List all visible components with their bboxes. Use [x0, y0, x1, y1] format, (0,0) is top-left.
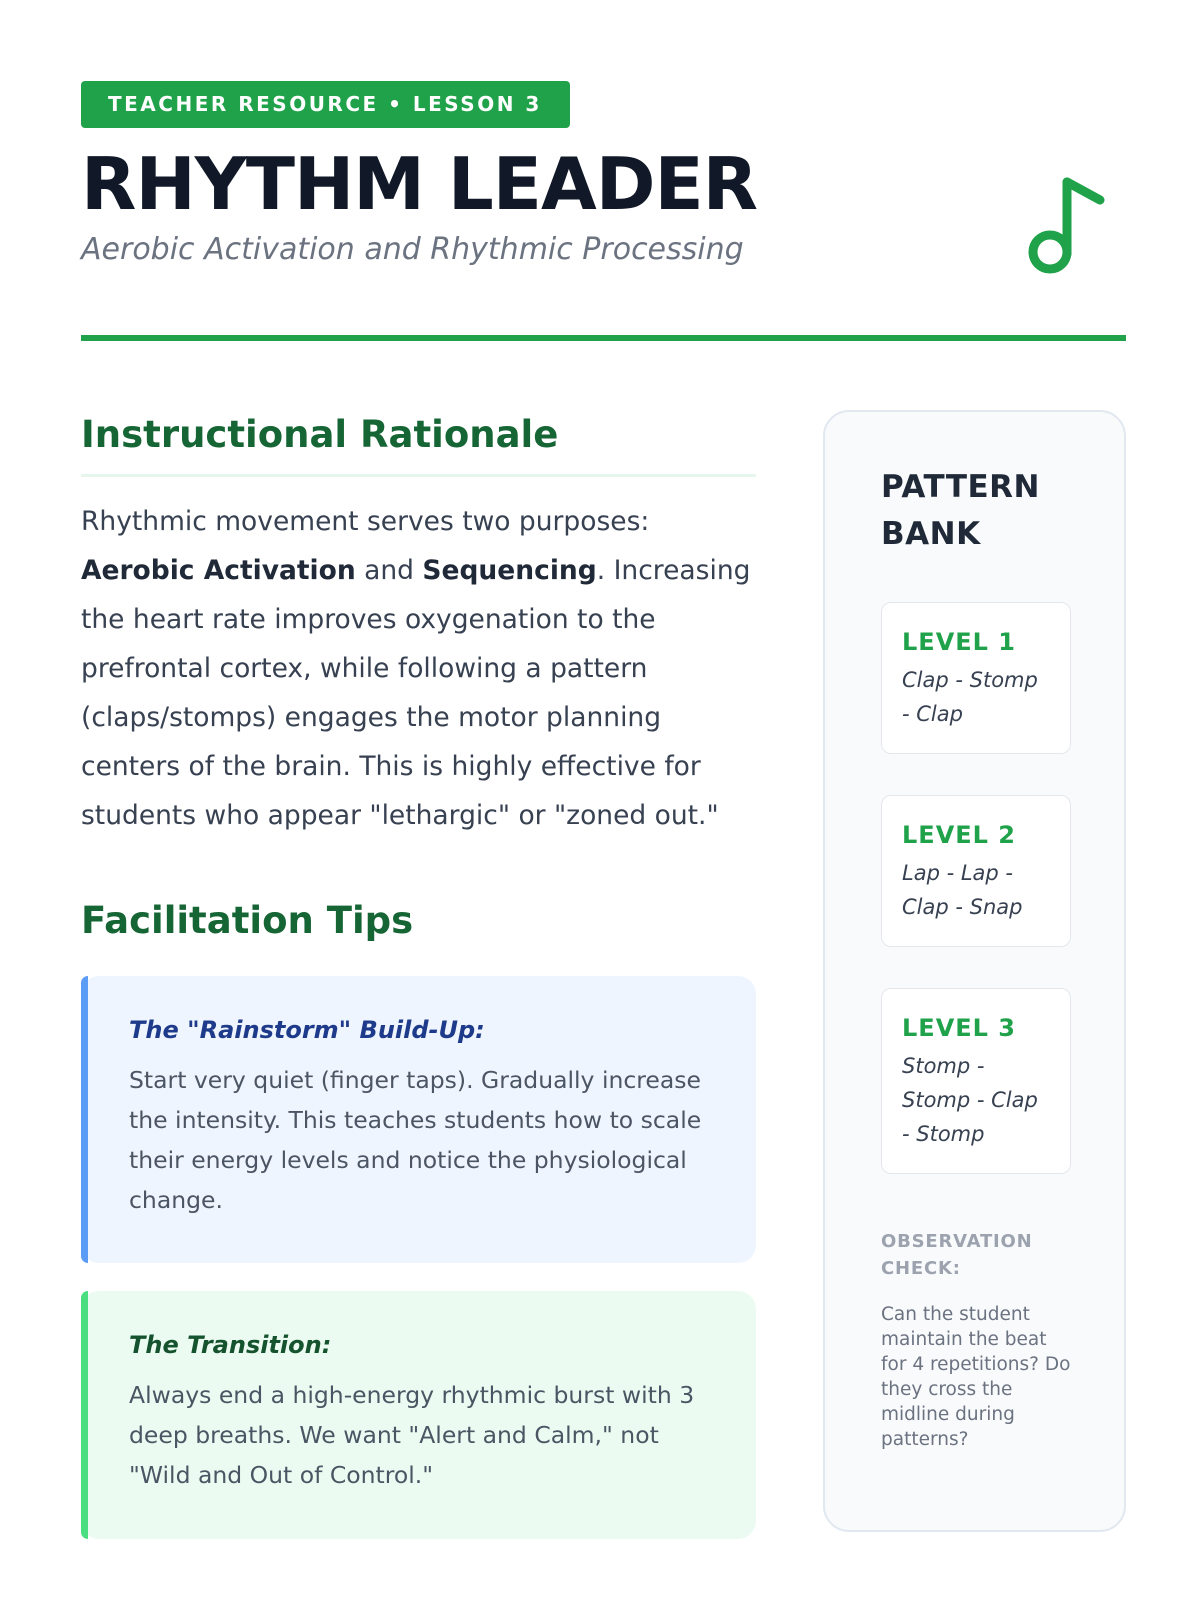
rationale-intro: Rhythmic movement serves two purposes:	[81, 506, 650, 537]
rationale-and: and	[355, 555, 423, 586]
header	[81, 81, 1126, 267]
level-label: LEVEL 1	[902, 628, 1017, 656]
level-card-3	[881, 988, 1071, 1174]
sidebar-title: PATTERN BANK	[881, 469, 1040, 552]
rationale-title: Instructional Rationale	[81, 413, 559, 456]
tip-body: Always end a high-energy rhythmic burst with 3 deep breaths. We want "Alert and Calm," not "Wild and Out of Control."	[129, 1381, 695, 1489]
level-card-2	[881, 795, 1071, 947]
pattern-bank-sidebar	[823, 410, 1126, 1532]
tip-body: Start very quiet (finger taps). Gradually increase the intensity. This teaches students how to scale their energy levels and notice the physiological change.	[129, 1066, 702, 1214]
tip-heading: The Transition:	[129, 1331, 332, 1359]
level-label: LEVEL 2	[902, 821, 1017, 849]
tip-accent-bar	[81, 1291, 88, 1539]
rationale-text	[81, 497, 756, 840]
lesson-badge: TEACHER RESOURCE • LESSON 3	[81, 81, 570, 128]
tip-accent-bar	[81, 976, 88, 1263]
tip-card-transition	[81, 1291, 756, 1539]
tip-card-rainstorm	[81, 976, 756, 1263]
level-pattern: Clap - Stomp - Clap	[902, 668, 1038, 726]
page-subtitle: Aerobic Activation and Rhythmic Processing	[81, 232, 744, 267]
tips-title: Facilitation Tips	[81, 899, 414, 942]
music-note-icon	[1028, 176, 1110, 280]
observation-label: OBSERVATION CHECK:	[881, 1231, 1033, 1279]
level-card-1	[881, 602, 1071, 754]
header-divider	[81, 335, 1126, 341]
rationale-divider	[81, 474, 756, 477]
level-label: LEVEL 3	[902, 1014, 1017, 1042]
rationale-term-sequencing: Sequencing	[422, 555, 597, 586]
tip-heading: The "Rainstorm" Build-Up:	[129, 1016, 485, 1044]
level-pattern: Lap - Lap - Clap - Snap	[902, 861, 1023, 919]
rationale-term-aerobic: Aerobic Activation	[81, 555, 356, 586]
observation-text: Can the student maintain the beat for 4 repetitions? Do they cross the midline during patterns?	[881, 1304, 1071, 1450]
rationale-rest: . Increasing the heart rate improves oxygenation to the prefrontal cortex, while following a pattern (claps/stomps) engages the motor planning centers of the brain. This is highly effective for students who appear "lethargic" or "zoned out."	[81, 555, 751, 831]
main-column	[81, 410, 756, 1539]
level-pattern: Stomp - Stomp - Clap - Stomp	[902, 1054, 1038, 1146]
page-title: RHYTHM LEADER	[81, 142, 758, 226]
